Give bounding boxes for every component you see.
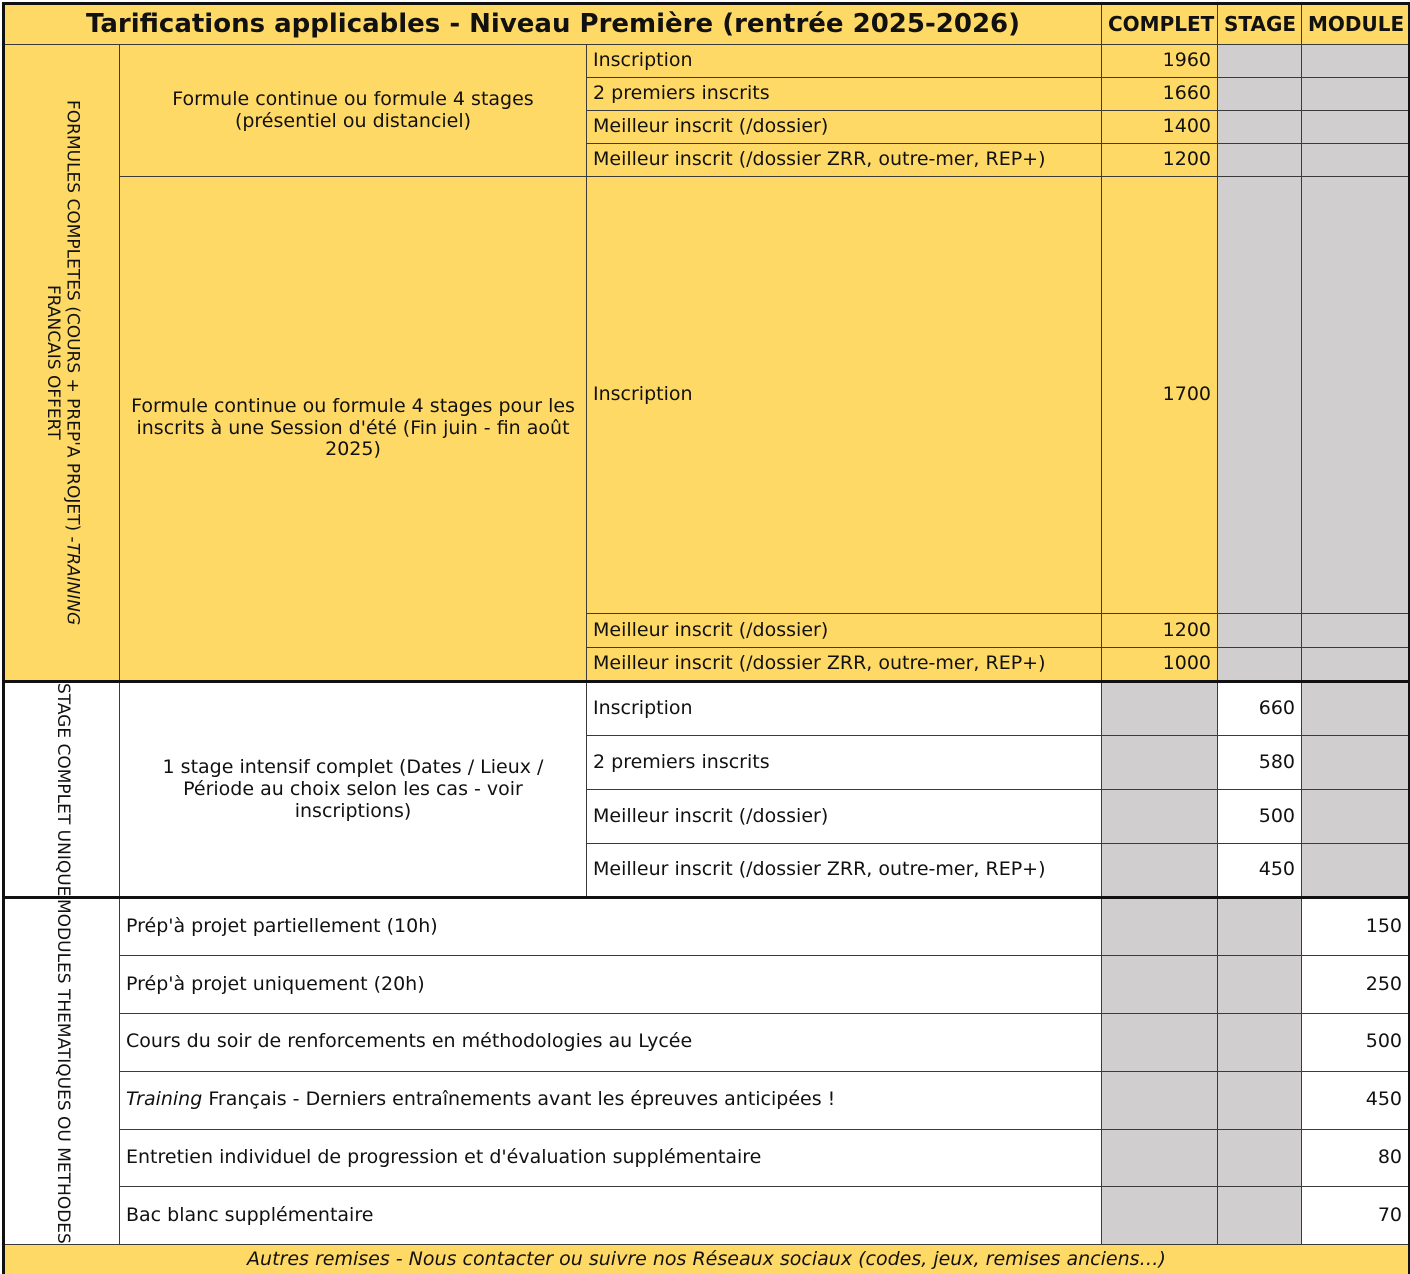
module-label xyxy=(120,1071,1102,1129)
empty-cell xyxy=(1102,736,1218,790)
complet-value: 1200 xyxy=(1102,614,1218,648)
empty-cell xyxy=(1218,45,1302,78)
empty-cell xyxy=(1302,844,1410,898)
complet-value: 1660 xyxy=(1102,78,1218,111)
row-label: Meilleur inscrit (/dossier) xyxy=(587,614,1102,648)
empty-cell xyxy=(1102,682,1218,736)
module-label-rest: Français - Derniers entraînements avant les épreuves anticipées ! xyxy=(202,1088,835,1110)
row-label: 2 premiers inscrits xyxy=(587,736,1102,790)
header-row xyxy=(4,4,1410,45)
empty-cell xyxy=(1218,78,1302,111)
pricing-table xyxy=(2,2,1410,1274)
column-header-complet: COMPLET xyxy=(1102,4,1218,45)
stage-value: 580 xyxy=(1218,736,1302,790)
row-label: Inscription xyxy=(587,682,1102,736)
row-label: Inscription xyxy=(587,45,1102,78)
empty-cell xyxy=(1302,78,1410,111)
complet-value: 1400 xyxy=(1102,111,1218,144)
empty-cell xyxy=(1302,45,1410,78)
section-label-stage: STAGE COMPLET UNIQUE xyxy=(4,682,120,898)
column-header-stage: STAGE xyxy=(1218,4,1302,45)
empty-cell xyxy=(1102,790,1218,844)
complet-value: 1700 xyxy=(1102,177,1218,614)
empty-cell xyxy=(1102,1187,1218,1245)
row-label: Meilleur inscrit (/dossier ZRR, outre-mer, REP+) xyxy=(587,648,1102,682)
empty-cell xyxy=(1218,1187,1302,1245)
empty-cell xyxy=(1302,648,1410,682)
empty-cell xyxy=(1302,111,1410,144)
empty-cell xyxy=(1102,956,1218,1014)
empty-cell xyxy=(1102,1129,1218,1187)
table-row xyxy=(4,956,1410,1014)
stage-value: 500 xyxy=(1218,790,1302,844)
module-label-italic: Training xyxy=(126,1088,202,1110)
module-value: 70 xyxy=(1302,1187,1410,1245)
empty-cell xyxy=(1218,111,1302,144)
footer-row xyxy=(4,1245,1410,1274)
section-label-formules: FORMULES COMPLETES (COURS + PREP'A PROJET) -TRAININGFRANCAIS OFFERT xyxy=(4,45,120,682)
module-label: Prép'à projet uniquement (20h) xyxy=(120,956,1102,1014)
table-row xyxy=(4,45,1410,78)
table-row xyxy=(4,1129,1410,1187)
table-row xyxy=(4,1014,1410,1072)
empty-cell xyxy=(1302,736,1410,790)
empty-cell xyxy=(1218,1129,1302,1187)
column-header-module: MODULE xyxy=(1302,4,1410,45)
module-value: 150 xyxy=(1302,898,1410,956)
group-description: Formule continue ou formule 4 stages (présentiel ou distanciel) xyxy=(120,45,587,177)
complet-value: 1960 xyxy=(1102,45,1218,78)
empty-cell xyxy=(1102,1014,1218,1072)
table-row xyxy=(4,177,1410,614)
empty-cell xyxy=(1102,1071,1218,1129)
empty-cell xyxy=(1302,790,1410,844)
row-label: Inscription xyxy=(587,177,1102,614)
empty-cell xyxy=(1302,614,1410,648)
complet-value: 1000 xyxy=(1102,648,1218,682)
stage-value: 450 xyxy=(1218,844,1302,898)
row-label: Meilleur inscrit (/dossier ZRR, outre-mer, REP+) xyxy=(587,144,1102,177)
empty-cell xyxy=(1218,648,1302,682)
module-value: 500 xyxy=(1302,1014,1410,1072)
empty-cell xyxy=(1102,844,1218,898)
empty-cell xyxy=(1302,177,1410,614)
table-row xyxy=(4,1071,1410,1129)
empty-cell xyxy=(1218,956,1302,1014)
sheet-title: Tarifications applicables - Niveau Première (rentrée 2025-2026) xyxy=(4,4,1102,45)
complet-value: 1200 xyxy=(1102,144,1218,177)
empty-cell xyxy=(1218,144,1302,177)
module-value: 250 xyxy=(1302,956,1410,1014)
stage-value: 660 xyxy=(1218,682,1302,736)
table-row xyxy=(4,898,1410,956)
row-label: Meilleur inscrit (/dossier) xyxy=(587,790,1102,844)
group-description: Formule continue ou formule 4 stages pour les inscrits à une Session d'été (Fin juin - fin août 2025) xyxy=(120,177,587,682)
module-value: 80 xyxy=(1302,1129,1410,1187)
empty-cell xyxy=(1218,1071,1302,1129)
empty-cell xyxy=(1218,1014,1302,1072)
section-label-modules: MODULES THEMATIQUES OU METHODES xyxy=(4,898,120,1245)
table-row xyxy=(4,682,1410,736)
row-label: Meilleur inscrit (/dossier) xyxy=(587,111,1102,144)
group-description: 1 stage intensif complet (Dates / Lieux / Période au choix selon les cas - voir inscriptions) xyxy=(120,682,587,898)
footer-note xyxy=(4,1245,1410,1274)
row-label: 2 premiers inscrits xyxy=(587,78,1102,111)
empty-cell xyxy=(1302,144,1410,177)
empty-cell xyxy=(1218,898,1302,956)
module-label: Cours du soir de renforcements en méthodologies au Lycée xyxy=(120,1014,1102,1072)
empty-cell xyxy=(1302,682,1410,736)
module-label: Prép'à projet partiellement (10h) xyxy=(120,898,1102,956)
module-label: Bac blanc supplémentaire xyxy=(120,1187,1102,1245)
empty-cell xyxy=(1218,177,1302,614)
table-row xyxy=(4,1187,1410,1245)
row-label: Meilleur inscrit (/dossier ZRR, outre-mer, REP+) xyxy=(587,844,1102,898)
module-value: 450 xyxy=(1302,1071,1410,1129)
module-label: Entretien individuel de progression et d'évaluation supplémentaire xyxy=(120,1129,1102,1187)
empty-cell xyxy=(1218,614,1302,648)
empty-cell xyxy=(1102,898,1218,956)
